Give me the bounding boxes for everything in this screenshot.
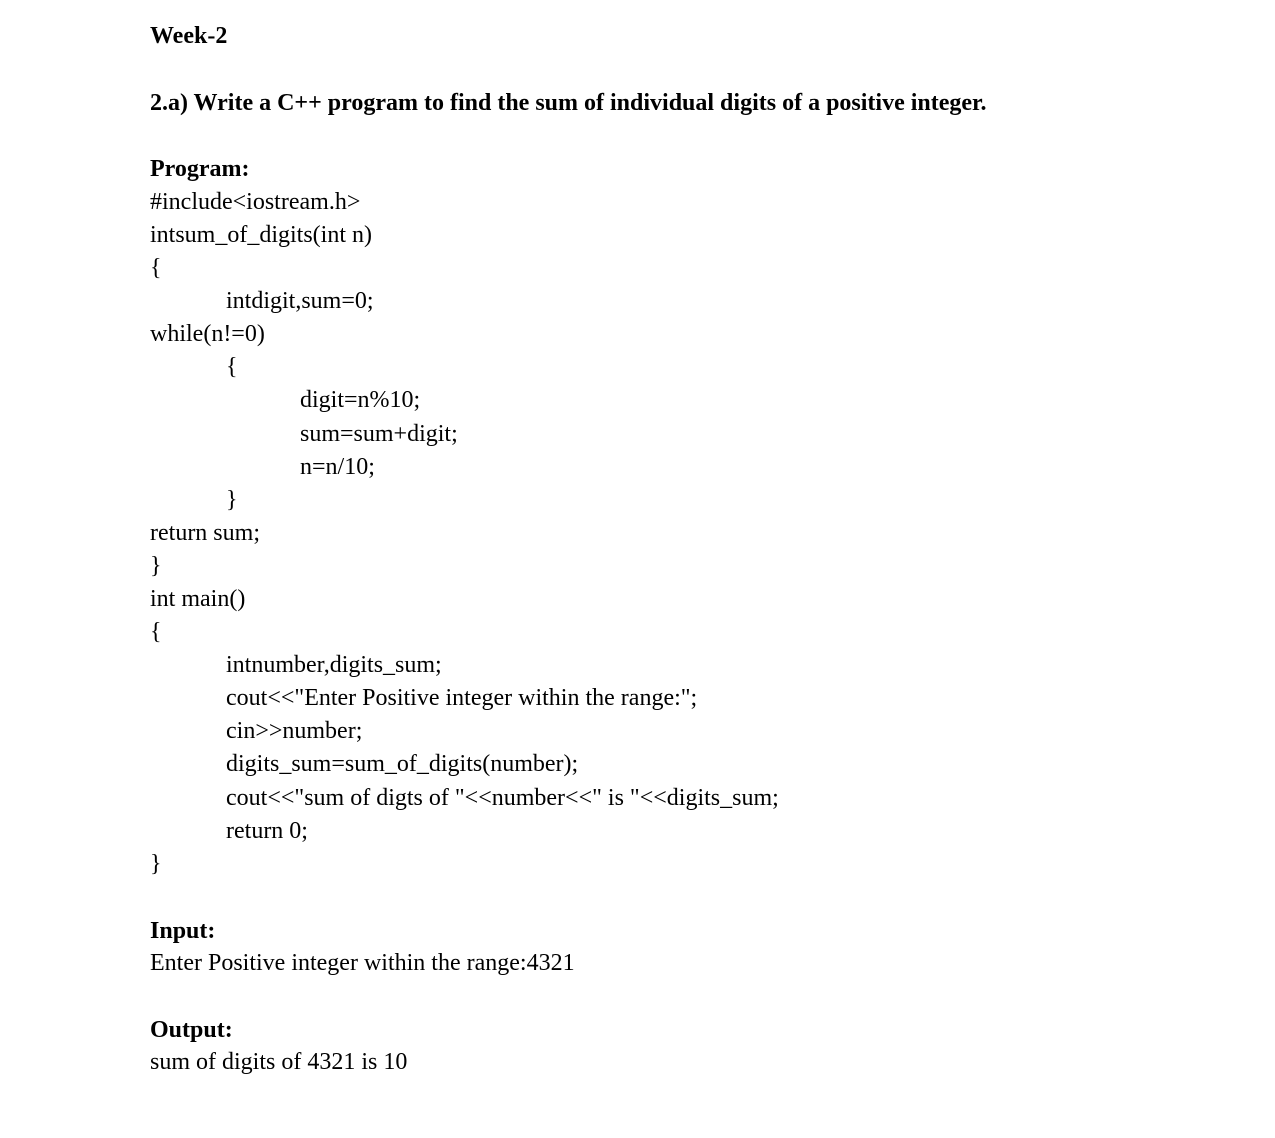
code-line: return 0; (226, 818, 308, 844)
code-line: while(n!=0) (150, 321, 265, 347)
code-line: digits_sum=sum_of_digits(number); (226, 751, 579, 777)
code-line: n=n/10; (300, 454, 375, 480)
code-line: sum=sum+digit; (300, 421, 458, 447)
code-line: digit=n%10; (300, 387, 421, 413)
input-text: Enter Positive integer within the range:4321 (150, 950, 575, 976)
code-line: intsum_of_digits(int n) (150, 222, 372, 248)
code-line: } (150, 553, 162, 579)
code-line: intdigit,sum=0; (226, 288, 374, 314)
code-line: { (150, 619, 162, 645)
code-line: } (150, 851, 162, 877)
code-line: #include<iostream.h> (150, 189, 361, 215)
code-line: intnumber,digits_sum; (226, 652, 442, 678)
input-label: Input: (150, 918, 216, 944)
question-heading: 2.a) Write a C++ program to find the sum of individual digits of a positive integer. (150, 90, 987, 116)
week-title: Week-2 (150, 23, 228, 49)
code-line: { (150, 255, 162, 281)
code-line: } (226, 487, 238, 513)
code-line: cin>>number; (226, 718, 363, 744)
output-text: sum of digits of 4321 is 10 (150, 1049, 408, 1075)
code-line: cout<<"Enter Positive integer within the range:"; (226, 685, 698, 711)
output-label: Output: (150, 1017, 233, 1043)
code-line: int main() (150, 586, 246, 612)
code-line: cout<<"sum of digts of "<<number<<" is "<<digits_sum; (226, 785, 779, 811)
program-label: Program: (150, 156, 250, 182)
code-line: { (226, 354, 238, 380)
code-line: return sum; (150, 520, 260, 546)
